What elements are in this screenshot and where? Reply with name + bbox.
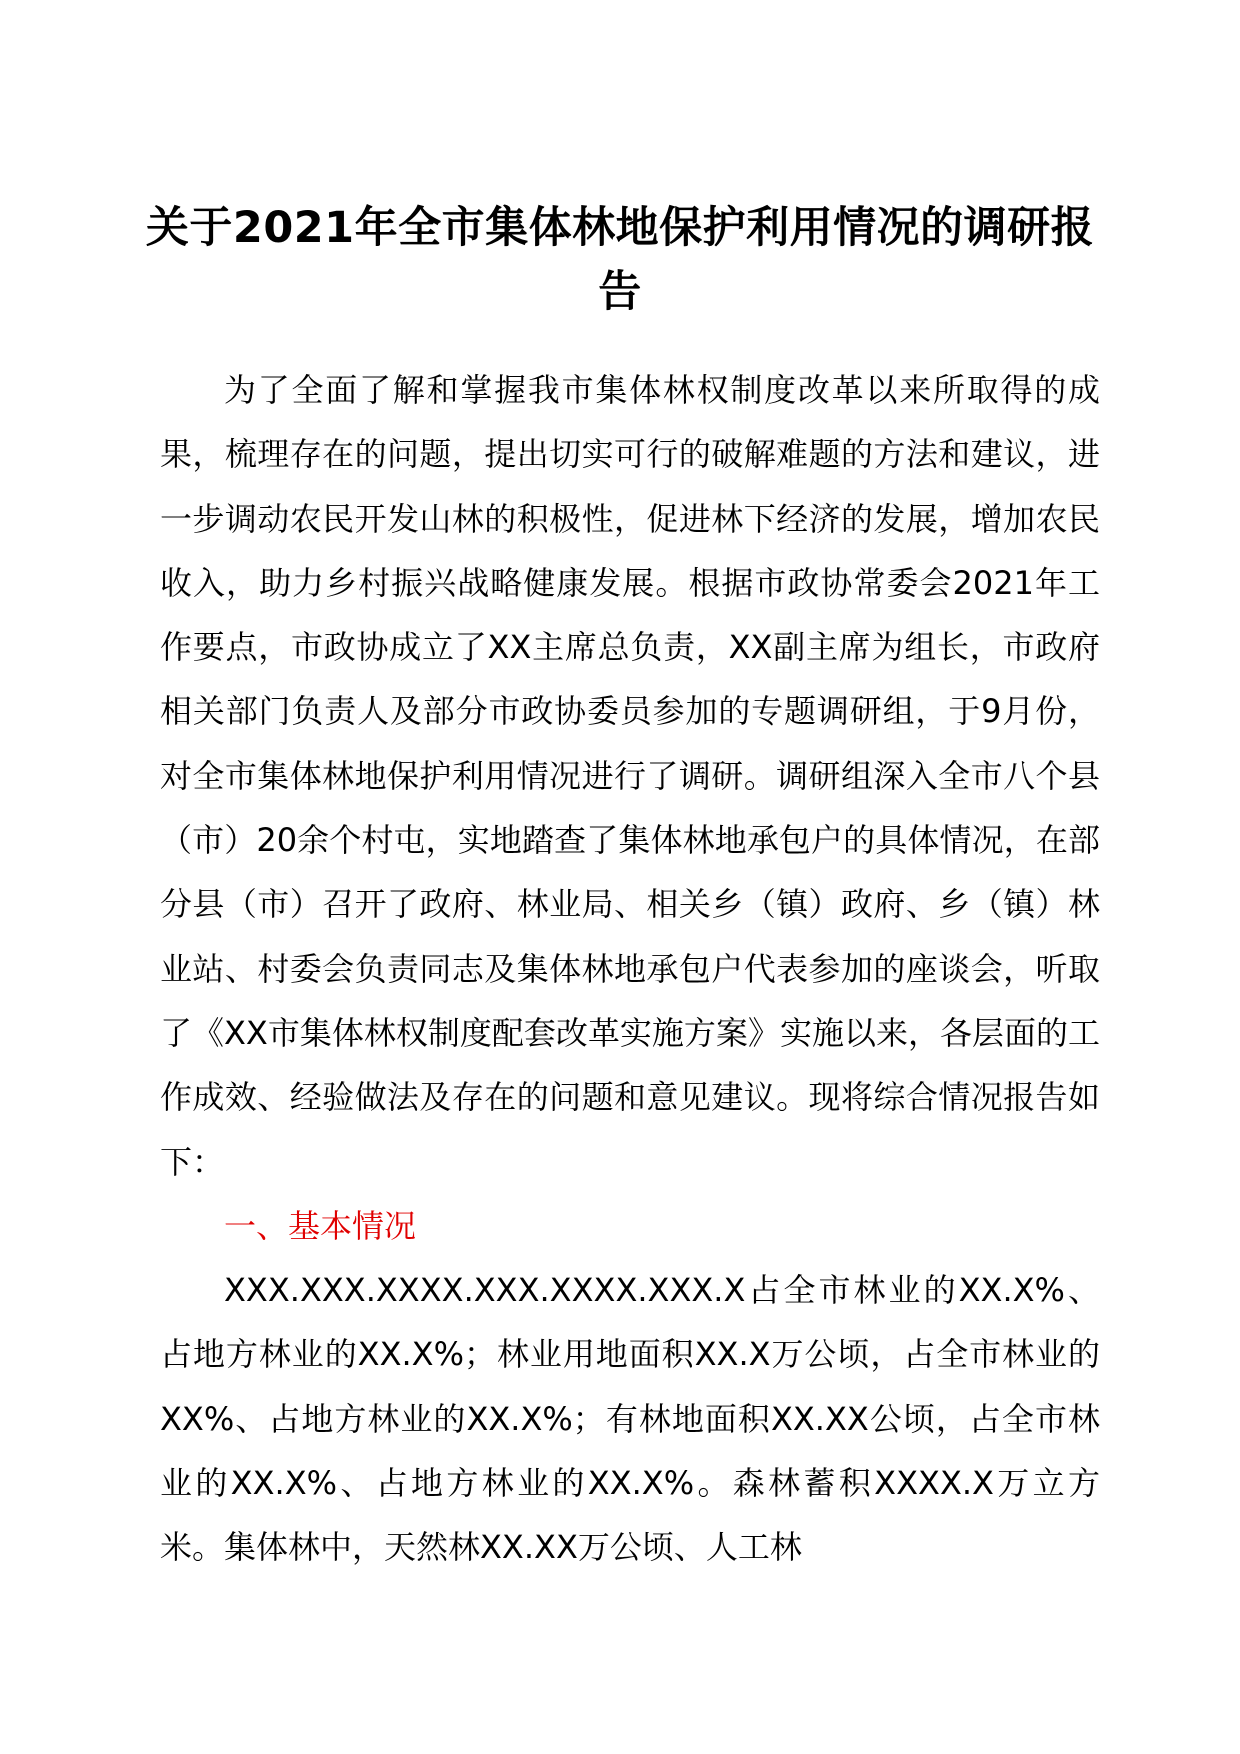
section-heading-basic-situation: 一、基本情况: [224, 1206, 417, 1245]
document-title: 关于2021年全市集体林地保护利用情况的调研报告: [145, 203, 1095, 317]
intro-paragraph: 为了全面了解和掌握我市集体林权制度改革以来所取得的成果，梳理存在的问题，提出切实可行的破解难题的方法和建议，进一步调动农民开发山林的积极性，促进林下经济的发展，增加农民收入，助力乡村振兴战略健康发展。根据市政协常委会2021年工作要点，市政协成立了XX主席总负责，XX副主席为组长，市政府相关部门负责人及部分市政协委员参加的专题调研组，于9月份，对全市集体林地保护利用情况进行了调研。调研组深入全市八个县（市）20余个村屯，实地踏查了集体林地承包户的具体情况，在部分县（市）召开了政府、林业局、相关乡（镇）政府、乡（镇）林业站、村委会负责同志及集体林地承包户代表参加的座谈会，听取了《XX市集体林权制度配套改革实施方案》实施以来，各层面的工作成效、经验做法及存在的问题和意见建议。现将综合情况报告如下：: [160, 371, 1100, 1181]
document-body: [160, 358, 1100, 1580]
section-paragraph: XXX.XXX.XXXX.XXX.XXXX.XXX.X占全市林业的XX.X%、占地方林业的XX.X%；林业用地面积XX.X万公顷，占全市林业的XX%、占地方林业的XX.X%；有林地面积XX.XX公顷，占全市林业的XX.X%、占地方林业的XX.X%。森林蓄积XXXX.X万立方米。集体林中，天然林XX.XX万公顷、人工林: [160, 1271, 1100, 1567]
